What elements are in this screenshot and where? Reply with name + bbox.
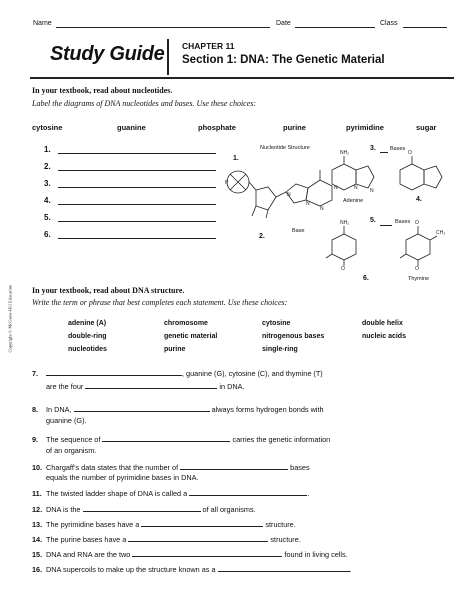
choice-double-helix: double helix <box>362 320 403 327</box>
question-10-cont <box>46 473 199 482</box>
choice-cytosine-2: cytosine <box>262 320 291 327</box>
question-text: structure. <box>265 520 296 529</box>
question-text: . <box>307 489 310 498</box>
answer-number-5: 5. <box>44 213 51 222</box>
question-number: 15. <box>32 550 43 559</box>
choice-nucleic-acids: nucleic acids <box>362 333 406 340</box>
question-8-cont <box>46 416 87 425</box>
svg-text:N: N <box>306 201 310 207</box>
question-number: 12. <box>32 505 43 514</box>
svg-text:O: O <box>341 266 345 272</box>
part1-instructions: Label the diagrams of DNA nucleotides and bases. Use these choices: <box>32 99 257 108</box>
svg-text:N: N <box>334 185 338 191</box>
question-text: of an organism. <box>46 446 97 455</box>
diagram-blank-3[interactable] <box>380 152 388 153</box>
svg-text:NH₂: NH₂ <box>340 220 350 226</box>
copyright-note: Copyright © McGraw-Hill Education <box>7 284 13 353</box>
date-label: Date <box>276 20 291 27</box>
question-text: always forms hydrogen bonds with <box>211 405 324 414</box>
section-title: Section 1: DNA: The Genetic Material <box>182 54 385 66</box>
question-text: are the four <box>46 382 84 391</box>
question-text: , guanine (G), cytosine (C), and thymine (T) <box>182 369 323 378</box>
name-label: Name <box>33 20 52 27</box>
question-7 <box>32 368 323 378</box>
choice-purine-2: purine <box>164 346 186 353</box>
question-text: DNA is the <box>46 505 81 514</box>
answer-line-4[interactable] <box>58 204 216 205</box>
diagram-blank-5[interactable] <box>380 225 392 226</box>
name-field[interactable] <box>56 27 270 28</box>
svg-text:CH₃: CH₃ <box>436 230 446 236</box>
nucleotide-diagram <box>222 140 452 288</box>
answer-line-1[interactable] <box>58 153 216 154</box>
diagram-label-4: 4. <box>416 196 422 203</box>
choice-phosphate: phosphate <box>198 123 236 132</box>
answer-blank-13[interactable] <box>141 519 263 527</box>
question-text: In DNA, <box>46 405 72 414</box>
question-10 <box>32 462 310 472</box>
answer-blank-15[interactable] <box>132 549 282 557</box>
question-15 <box>32 549 348 559</box>
diagram-label-1: 1. <box>233 155 239 162</box>
answer-number-3: 3. <box>44 179 51 188</box>
choice-cytosine: cytosine <box>32 123 63 132</box>
answer-number-4: 4. <box>44 196 51 205</box>
question-13 <box>32 519 296 529</box>
question-9-cont <box>46 446 96 455</box>
answer-blank-8[interactable] <box>74 404 210 412</box>
question-text: DNA and RNA are the two <box>46 550 131 559</box>
answer-line-2[interactable] <box>58 170 216 171</box>
choice-guanine: guanine <box>117 123 146 132</box>
svg-text:N: N <box>287 192 291 198</box>
question-text: The sequence of <box>46 435 101 444</box>
choice-nucleotides: nucleotides <box>68 346 107 353</box>
answer-blank-10[interactable] <box>180 462 288 470</box>
bases-label-3: Bases <box>390 146 406 152</box>
answer-blank-16[interactable] <box>218 564 350 572</box>
question-14 <box>32 534 301 544</box>
question-number: 14. <box>32 535 43 544</box>
answer-number-1: 1. <box>44 145 51 154</box>
part1-intro: In your textbook, read about nucleotides. <box>32 86 173 95</box>
question-text: equals the number of pyrimidine bases in DNA. <box>46 473 199 482</box>
question-text: Chargaff’s data states that the number of <box>46 463 179 472</box>
answer-blank-12[interactable] <box>83 504 201 512</box>
choice-adenine: adenine (A) <box>68 320 107 327</box>
question-number: 16. <box>32 565 43 574</box>
choice-purine: purine <box>283 123 306 132</box>
choice-sugar: sugar <box>416 123 437 132</box>
svg-text:O: O <box>415 220 419 226</box>
study-guide-title: Study Guide <box>50 43 165 65</box>
question-7-cont <box>46 381 245 391</box>
diagram-label-5: 5. <box>370 217 376 224</box>
question-text: carries the genetic information <box>232 435 331 444</box>
question-number: 7. <box>32 369 39 378</box>
base-label: Base <box>292 228 305 234</box>
title-divider <box>167 39 169 75</box>
answer-line-6[interactable] <box>58 238 216 239</box>
answer-line-3[interactable] <box>58 187 216 188</box>
answer-number-6: 6. <box>44 230 51 239</box>
choice-genetic-material: genetic material <box>164 333 218 340</box>
title-rule <box>30 77 454 79</box>
question-text: . <box>349 565 352 574</box>
svg-text:O: O <box>415 266 419 272</box>
question-11 <box>32 488 309 498</box>
diagram-label-6: 6. <box>363 275 369 282</box>
choice-single-ring: single-ring <box>262 346 298 353</box>
answer-blank-11[interactable] <box>189 488 310 498</box>
question-text: structure. <box>270 535 301 544</box>
svg-text:NH₂: NH₂ <box>340 150 350 156</box>
question-number: 11. <box>32 489 42 498</box>
answer-number-2: 2. <box>44 162 51 171</box>
svg-text:N: N <box>320 206 324 212</box>
answer-blank-7a[interactable] <box>46 368 182 376</box>
question-number: 10. <box>32 463 43 472</box>
question-number: 13. <box>32 520 43 529</box>
answer-line-5[interactable] <box>58 221 216 222</box>
class-field[interactable] <box>403 27 447 28</box>
question-number: 8. <box>32 405 39 414</box>
diagram-label-2: 2. <box>259 233 265 240</box>
part2-intro: In your textbook, read about DNA structure. <box>32 286 185 295</box>
thymine-label: Thymine <box>408 276 430 282</box>
question-text: DNA supercoils to make up the structure known as a <box>46 565 216 574</box>
choice-pyrimidine: pyrimidine <box>346 123 384 132</box>
adenine-label: Adenine <box>343 198 364 204</box>
date-field[interactable] <box>295 27 375 28</box>
question-9 <box>32 434 330 444</box>
question-text: of all organisms. <box>202 505 256 514</box>
part2-instructions: Write the term or phrase that best completes each statement. Use these choices: <box>32 298 288 307</box>
svg-text:N: N <box>370 188 374 194</box>
chapter-label: CHAPTER 11 <box>182 41 235 51</box>
choice-double-ring: double-ring <box>68 333 107 340</box>
choice-nitrogenous-bases: nitrogenous bases <box>262 333 325 340</box>
class-label: Class <box>380 20 398 27</box>
svg-text:P: P <box>225 180 229 186</box>
answer-blank-7b[interactable] <box>85 381 217 389</box>
question-text: The pyrimidine bases have a <box>46 520 140 529</box>
question-text: The purine bases have a <box>46 535 127 544</box>
question-16 <box>32 564 352 574</box>
answer-blank-9[interactable] <box>102 434 230 442</box>
nucleotide-structure-title: Nucleotide Structure <box>260 145 310 151</box>
svg-text:O: O <box>408 150 412 156</box>
bases-label-5: Bases <box>395 219 411 225</box>
question-text: guanine (G). <box>46 416 87 425</box>
answer-blank-14[interactable] <box>128 534 268 542</box>
choice-chromosome: chromosome <box>164 320 208 327</box>
question-12 <box>32 504 256 514</box>
svg-text:N: N <box>354 185 358 191</box>
question-text: bases <box>290 463 310 472</box>
question-8 <box>32 404 324 414</box>
question-number: 9. <box>32 435 39 444</box>
question-text: in DNA. <box>219 382 245 391</box>
question-text: found in living cells. <box>284 550 348 559</box>
question-text: The twisted ladder shape of DNA is called a <box>46 489 188 498</box>
diagram-label-3: 3. <box>370 145 376 152</box>
